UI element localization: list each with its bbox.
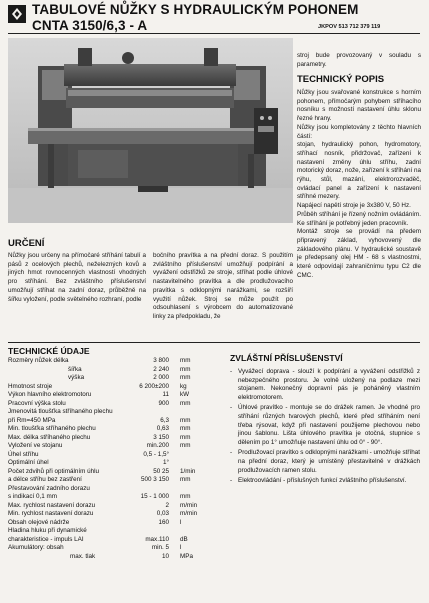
spec-unit: mm	[180, 425, 191, 432]
spec-unit: mm	[180, 365, 191, 373]
spec-row	[8, 544, 213, 553]
spec-label: výška	[68, 374, 85, 381]
spec-label: Počet zdvihů při optimálním úhlu	[8, 467, 100, 475]
spec-value: 2 240	[153, 365, 169, 373]
spec-unit: mm	[180, 493, 191, 500]
spec-unit: l	[180, 518, 182, 526]
spec-unit: mm	[180, 374, 191, 381]
machine-photo	[8, 38, 293, 223]
spec-label: Max. rychlost nastavení dorazu	[8, 501, 96, 509]
spec-row	[8, 425, 213, 434]
accessory-item: - Prodlužovací pravítko s odklopnými narážkami - umožňuje stříhat na přední doraz, který je umístěný přestavitelně v drážkách prodlužovacích ramen stolu.	[230, 449, 420, 475]
spec-row	[8, 493, 213, 502]
spec-value: 2 000	[153, 374, 169, 381]
spec-label: Optimální úhel	[8, 459, 49, 466]
spec-unit: m/min	[180, 510, 198, 517]
technical-description-text: Nůžky jsou svařované konstrukce s horním pohonem, přímočarým pohybem stříhacího nosníku s možností nastavení úhlu sklonu řezné hrany. Nůžky jsou kompletovány z těchto hlavních částí: stojan, hydraulický pohon, hydromotory, stříhací nosník, přidržovač, zařízení k nastavení změny úhlu stříhu, zadní motorický doraz, nože, zařízení k stříhání na rýhu, stůl, mazání, elektrorozvaděč, ovládací panel a zařízení k nastavení stříhné mezery. Napájecí napětí stroje je 3x380 V, 50 Hz. Průběh stříhání je řízený nožním ovládáním. Ke stříhání je potřebný jeden pracovník. Montáž stroje se provádí na předem připravený základ, vyhovovený dle základového plánu. V hydraulické soustavě je předepsaný olej HM - 68 s vlastnostmi, které odpovídají zahraničnímu typu C2 dle CMC.	[297, 89, 421, 279]
spec-value: min. 5	[151, 544, 169, 551]
spec-unit: kW	[180, 391, 190, 398]
spec-row	[8, 468, 213, 477]
spec-value: 2	[165, 501, 169, 509]
spec-row	[8, 400, 213, 409]
accessory-item: - Elektroovládání - příslušných funkcí zvláštního příslušenství.	[230, 477, 420, 486]
document-title: TABULOVÉ NŮŽKY S HYDRAULICKÝM POHONEM	[32, 2, 359, 17]
spec-unit: MPa	[180, 552, 193, 560]
spec-value: 160	[158, 518, 169, 526]
spec-row	[8, 434, 213, 443]
spec-label: Rozměry nůžek délka	[8, 357, 69, 364]
section-divider	[8, 342, 420, 343]
spec-label: Hmotnost stroje	[8, 382, 53, 390]
spec-value: 500 3 150	[140, 476, 169, 483]
spec-value: max.110	[145, 535, 169, 543]
spec-unit: mm	[180, 416, 191, 424]
purpose-text-col1: Nůžky jsou určeny na přímočaré stříhání tabulí a pásů z ocelových plechů, neželezných kovů a jiných hmot rovnocenných vlastností vhodných pro stříhání. Bez zvláštního příslušenství umožňují stříhat na zadní doraz, průběžně na šířku vyložení, podle světelného rozhraní, podle	[8, 252, 146, 303]
spec-label: Obsah olejové nádrže	[8, 518, 70, 526]
spec-label: Min. tloušťka stříhaného plechu	[8, 425, 96, 432]
spec-row	[8, 417, 213, 426]
header-divider	[8, 33, 420, 34]
technical-data-table	[8, 357, 213, 561]
model-title: CNTA 3150/6,3 - A	[32, 18, 148, 33]
spec-value: 0,03	[156, 510, 169, 517]
spec-row	[8, 476, 213, 485]
spec-unit: mm	[180, 357, 191, 364]
spec-label: Min. rychlost nastavení dorazu	[8, 510, 94, 517]
spec-label: Pracovní výška stolu	[8, 399, 66, 407]
spec-row	[8, 510, 213, 519]
spec-value: 15 - 1 000	[140, 493, 169, 500]
spec-label: Hladina hluku při dynamické	[8, 527, 87, 534]
intro-continuation: stroj bude provozovaný v souladu s parametry.	[297, 52, 421, 68]
spec-unit: kg	[180, 382, 187, 390]
spec-value: 3 800	[153, 357, 169, 364]
purpose-heading: URČENÍ	[8, 238, 45, 249]
spec-row	[8, 519, 213, 528]
spec-row	[8, 374, 213, 383]
spec-row	[8, 366, 213, 375]
spec-unit: dB	[180, 535, 188, 543]
spec-row	[8, 485, 213, 494]
spec-value: 6 200±200	[139, 382, 169, 390]
spec-unit: mm	[180, 433, 191, 441]
spec-label: Přestavování zadního dorazu	[8, 484, 90, 492]
spec-label: při Rm=450 MPa	[8, 416, 56, 424]
accessory-item: - Úhlové pravítko - montuje se do drážek ramen. Je vhodné pro stříhání různých tvarových plechů, které před stříháním není třeba rýsovat, když při nastavení použijeme plechovou nebo jinou šablonu. Lišta úhlového pravítka je otočná, stupnice s dělením po 1° umožňuje nastavení úhlu od 0° - 90°.	[230, 404, 420, 447]
spec-row	[8, 442, 213, 451]
technical-data-heading: TECHNICKÉ ÚDAJE	[8, 346, 90, 356]
spec-label: Max. délka stříhaného plechu	[8, 433, 91, 441]
company-logo-icon	[8, 5, 26, 23]
spec-unit: mm	[180, 476, 191, 483]
catalog-code: JKPOV 513 712 379 119	[318, 24, 381, 30]
spec-value: 6,3	[160, 416, 169, 424]
spec-row	[8, 536, 213, 545]
spec-value: 900	[158, 399, 169, 407]
spec-label: s indikací 0,1 mm	[8, 493, 57, 500]
spec-unit: l	[180, 544, 182, 551]
spec-row	[8, 408, 213, 417]
spec-row	[8, 357, 213, 366]
spec-value: 1°	[162, 459, 169, 466]
spec-row	[8, 459, 213, 468]
spec-label: max. tlak	[70, 552, 96, 560]
spec-label: Akumulátory: obsah	[8, 544, 64, 551]
purpose-text-col2: bočního pravítka a na přední doraz. S použitím zvláštního příslušenství umožňují podpírání a vyvážení odstřižků ze stroje, stříhat podle úhlové nastavitelného pravítka a dle prodlužovacího pravítka s odklopnými narážkami, se rozšíří využití nůžek. Stroj se může použít po odsouhlasení s výrobcem do automatizované linky za předpokladu, že	[153, 252, 293, 320]
technical-description-heading: TECHNICKÝ POPIS	[297, 74, 385, 85]
spec-row	[8, 553, 213, 562]
spec-row	[8, 391, 213, 400]
spec-unit: mm	[180, 442, 191, 449]
spec-row	[8, 502, 213, 511]
spec-label: Jmenovitá tloušťka stříhaného plechu	[8, 408, 113, 415]
spec-row	[8, 383, 213, 392]
spec-label: Úhel stříhu	[8, 450, 39, 458]
spec-unit: 1/min	[180, 467, 196, 475]
spec-label: šířka	[68, 365, 82, 373]
spec-value: 11	[162, 391, 169, 398]
spec-value: 0,63	[156, 425, 169, 432]
accessories-heading: ZVLÁŠTNÍ PŘÍSLUŠENSTVÍ	[230, 353, 343, 363]
spec-value: 50 25	[153, 467, 169, 475]
spec-row	[8, 451, 213, 460]
spec-label: Vyložení ve stojanu	[8, 442, 63, 449]
spec-value: min.200	[146, 442, 169, 449]
spec-value: 3 150	[153, 433, 169, 441]
accessories-list	[230, 368, 420, 488]
spec-value: 10	[161, 552, 169, 560]
spec-label: Výkon hlavního elektromotoru	[8, 391, 92, 398]
spec-row	[8, 527, 213, 536]
spec-label: a délce stříhu bez zastření	[8, 476, 82, 483]
spec-value: 0,5 - 1,5°	[143, 450, 169, 458]
spec-label: charakteristice - impuls LAI	[8, 535, 84, 543]
spec-unit: mm	[180, 399, 191, 407]
accessory-item: - Vyvážecí doprava - slouží k podpírání a vyvážení odstřižků z nebezpečného prostoru. Je volně uložený na podlaze mezi stojanem. Nekonečný dopravní pás je poháněný vlastním elektromotorem.	[230, 368, 420, 402]
spec-unit: m/min	[180, 501, 198, 509]
